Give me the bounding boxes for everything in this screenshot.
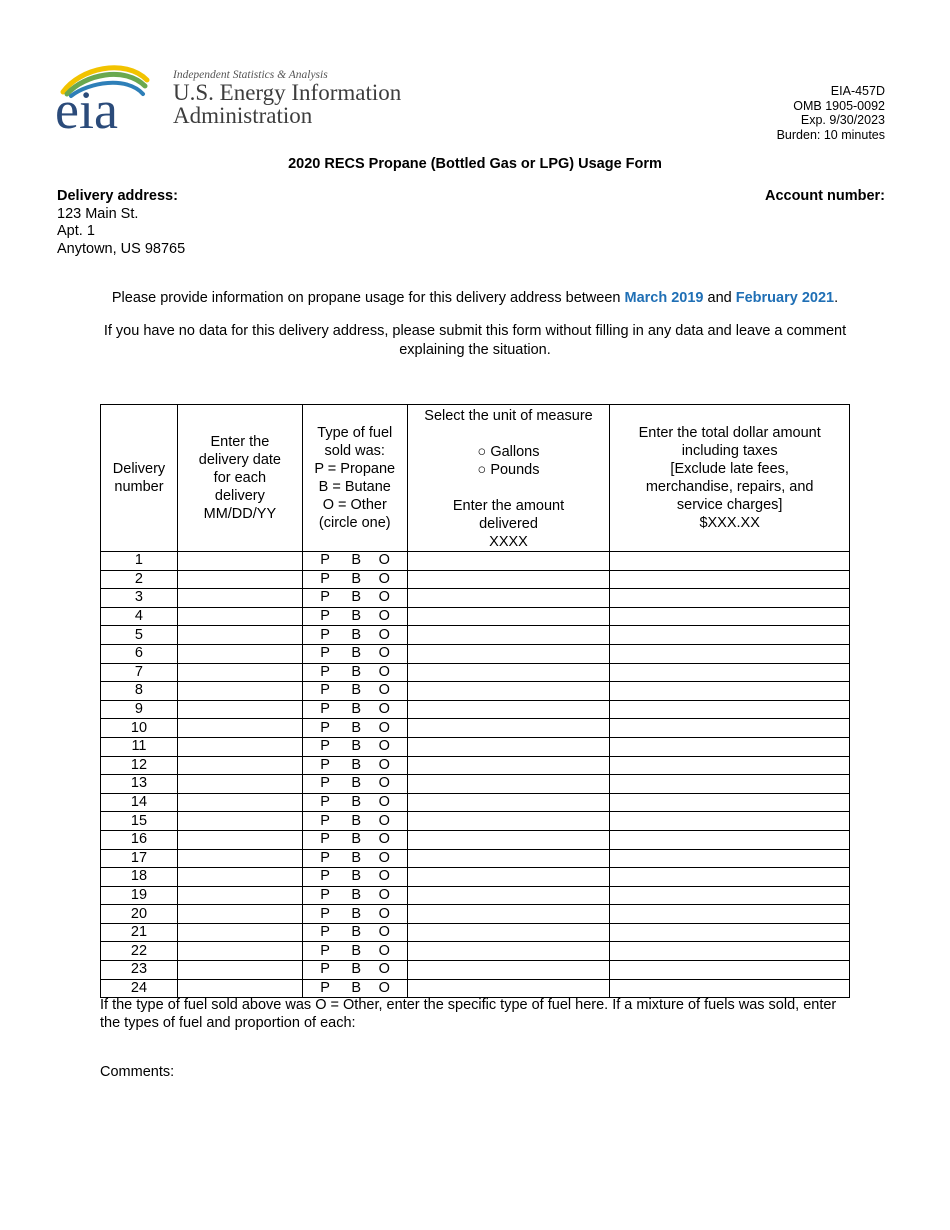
delivery-date-cell[interactable] [177, 942, 302, 961]
amount-delivered-cell[interactable] [407, 886, 610, 905]
fuel-type-cell [302, 682, 407, 701]
fuel-option[interactable]: B [351, 775, 362, 792]
eia-logo [55, 60, 415, 135]
amount-delivered-cell[interactable] [407, 700, 610, 719]
delivery-date-cell[interactable] [177, 756, 302, 775]
header-line: delivered [479, 516, 538, 532]
fuel-type-cell [302, 552, 407, 571]
fuel-type-cell [302, 830, 407, 849]
fuel-option[interactable]: B [351, 942, 362, 959]
amount-delivered-cell[interactable] [407, 737, 610, 756]
dollar-amount-cell[interactable] [610, 607, 850, 626]
fuel-option[interactable]: P [320, 812, 330, 829]
dollar-amount-cell[interactable] [610, 663, 850, 682]
delivery-date-cell[interactable] [177, 700, 302, 719]
amount-delivered-cell[interactable] [407, 793, 610, 812]
table-row [101, 589, 850, 608]
delivery-address-label: Delivery address: [57, 188, 178, 204]
fuel-option[interactable]: P [320, 663, 330, 680]
amount-delivered-cell[interactable] [407, 644, 610, 663]
fuel-option[interactable]: B [351, 886, 362, 903]
fuel-option[interactable]: P [320, 608, 330, 625]
dollar-amount-cell[interactable] [610, 775, 850, 794]
fuel-type-cell [302, 979, 407, 998]
header-dollar-amount [610, 405, 850, 552]
delivery-table [100, 404, 850, 998]
dollar-amount-cell[interactable] [610, 830, 850, 849]
amount-delivered-cell[interactable] [407, 961, 610, 980]
fuel-type-cell [302, 644, 407, 663]
address-line3: Anytown, US 98765 [57, 240, 186, 257]
delivery-number-cell: 22 [101, 942, 178, 961]
fuel-option[interactable]: P [320, 645, 330, 662]
instruction-no-data: If you have no data for this delivery address, please submit this form without filling in any data and leave a comment explaining the situation. [103, 323, 847, 358]
delivery-number-cell: 8 [101, 682, 178, 701]
header-line: [Exclude late fees, [670, 461, 789, 477]
fuel-option[interactable]: P [320, 682, 330, 699]
fuel-option[interactable]: P [320, 626, 330, 643]
header-line: P = Propane [314, 461, 396, 477]
fuel-type-cell [302, 663, 407, 682]
delivery-date-cell[interactable] [177, 775, 302, 794]
fuel-option[interactable]: O [378, 831, 390, 848]
header-line: $XXX.XX [699, 515, 760, 531]
header-line: Enter the amount [452, 498, 565, 514]
fuel-option[interactable]: P [320, 719, 330, 736]
table-row [101, 775, 850, 794]
fuel-option[interactable]: P [320, 831, 330, 848]
fuel-type-cell [302, 719, 407, 738]
amount-delivered-cell[interactable] [407, 552, 610, 571]
dollar-amount-cell[interactable] [610, 719, 850, 738]
fuel-type-cell [302, 961, 407, 980]
delivery-date-cell[interactable] [177, 682, 302, 701]
fuel-type-cell [302, 849, 407, 868]
fuel-option[interactable]: B [351, 701, 362, 718]
delivery-date-cell[interactable] [177, 719, 302, 738]
dollar-amount-cell[interactable] [610, 626, 850, 645]
fuel-option[interactable]: B [351, 979, 362, 996]
fuel-type-cell [302, 868, 407, 887]
header-line: (circle one) [318, 515, 391, 531]
fuel-option[interactable]: O [378, 812, 390, 829]
delivery-number-cell: 11 [101, 737, 178, 756]
header-line: MM/DD/YY [203, 506, 277, 522]
period-end: February 2021 [735, 290, 835, 306]
form-id: EIA-457D [830, 84, 885, 98]
amount-delivered-cell[interactable] [407, 626, 610, 645]
fuel-option[interactable]: O [378, 645, 390, 662]
delivery-date-cell[interactable] [177, 961, 302, 980]
header-line: service charges] [676, 497, 783, 513]
header-line: Delivery [112, 461, 166, 477]
fuel-type-cell [302, 626, 407, 645]
delivery-date-cell[interactable] [177, 737, 302, 756]
amount-delivered-cell[interactable] [407, 923, 610, 942]
table-row [101, 719, 850, 738]
fuel-option[interactable]: P [320, 942, 330, 959]
dollar-amount-cell[interactable] [610, 812, 850, 831]
dollar-amount-cell[interactable] [610, 644, 850, 663]
delivery-date-cell[interactable] [177, 886, 302, 905]
delivery-number-cell: 20 [101, 905, 178, 924]
header-line: Select the unit of measure [424, 408, 593, 424]
fuel-type-cell [302, 589, 407, 608]
fuel-type-cell [302, 700, 407, 719]
fuel-option[interactable]: P [320, 552, 330, 569]
amount-delivered-cell[interactable] [407, 849, 610, 868]
fuel-option[interactable]: B [351, 682, 362, 699]
delivery-date-cell[interactable] [177, 905, 302, 924]
logo-wordmark: eia [55, 80, 118, 135]
fuel-type-cell [302, 905, 407, 924]
fuel-option[interactable]: O [378, 570, 390, 587]
fuel-option[interactable]: B [351, 552, 362, 569]
fuel-type-cell [302, 793, 407, 812]
fuel-option[interactable]: B [351, 608, 362, 625]
delivery-date-cell[interactable] [177, 570, 302, 589]
fuel-option[interactable]: O [378, 682, 390, 699]
fuel-option[interactable]: P [320, 961, 330, 978]
delivery-number-cell: 24 [101, 979, 178, 998]
fuel-option[interactable]: P [320, 979, 330, 996]
delivery-date-cell[interactable] [177, 849, 302, 868]
fuel-option[interactable]: P [320, 849, 330, 866]
delivery-date-cell[interactable] [177, 644, 302, 663]
fuel-option[interactable]: B [351, 626, 362, 643]
fuel-option[interactable]: O [378, 756, 390, 773]
fuel-option[interactable]: P [320, 905, 330, 922]
delivery-date-cell[interactable] [177, 663, 302, 682]
delivery-number-cell: 12 [101, 756, 178, 775]
delivery-number-cell: 9 [101, 700, 178, 719]
delivery-number-cell: 15 [101, 812, 178, 831]
delivery-number-cell: 16 [101, 830, 178, 849]
fuel-option[interactable]: O [378, 961, 390, 978]
fuel-option[interactable]: B [351, 738, 362, 755]
delivery-number-cell: 18 [101, 868, 178, 887]
delivery-number-cell: 10 [101, 719, 178, 738]
header-line: B = Butane [318, 479, 391, 495]
delivery-date-cell[interactable] [177, 812, 302, 831]
amount-delivered-cell[interactable] [407, 719, 610, 738]
fuel-type-cell [302, 607, 407, 626]
delivery-date-cell[interactable] [177, 589, 302, 608]
header-line: ○ Gallons [477, 444, 540, 460]
table-row [101, 626, 850, 645]
table-row [101, 942, 850, 961]
delivery-number-cell: 2 [101, 570, 178, 589]
instruction-prefix: Please provide information on propane usage for this delivery address between [111, 290, 625, 306]
fuel-option[interactable]: O [378, 942, 390, 959]
amount-delivered-cell[interactable] [407, 775, 610, 794]
address-line1: 123 Main St. [57, 205, 139, 222]
header-line [408, 425, 610, 443]
table-row [101, 700, 850, 719]
fuel-option[interactable]: P [320, 589, 330, 606]
table-row [101, 849, 850, 868]
fuel-type-cell [302, 923, 407, 942]
form-title: 2020 RECS Propane (Bottled Gas or LPG) Usage Form [288, 156, 662, 172]
fuel-type-cell [302, 570, 407, 589]
dollar-amount-cell[interactable] [610, 849, 850, 868]
dollar-amount-cell[interactable] [610, 682, 850, 701]
table-row [101, 961, 850, 980]
amount-delivered-cell[interactable] [407, 830, 610, 849]
table-row [101, 886, 850, 905]
fuel-option[interactable]: P [320, 570, 330, 587]
header-line: sold was: [324, 443, 385, 459]
dollar-amount-cell[interactable] [610, 589, 850, 608]
dollar-amount-cell[interactable] [610, 979, 850, 998]
table-header-row [101, 405, 850, 552]
header-line: including taxes [681, 443, 778, 459]
fuel-option[interactable]: O [378, 905, 390, 922]
table-row [101, 682, 850, 701]
amount-delivered-cell[interactable] [407, 756, 610, 775]
header-line: delivery date [198, 452, 281, 468]
amount-delivered-cell[interactable] [407, 979, 610, 998]
amount-delivered-cell[interactable] [407, 942, 610, 961]
table-row [101, 552, 850, 571]
table-row [101, 905, 850, 924]
fuel-option[interactable]: P [320, 738, 330, 755]
header-line: delivery [214, 488, 265, 504]
amount-delivered-cell[interactable] [407, 663, 610, 682]
table-row [101, 868, 850, 887]
dollar-amount-cell[interactable] [610, 961, 850, 980]
header-line: merchandise, repairs, and [645, 479, 814, 495]
fuel-option[interactable]: O [378, 979, 390, 996]
fuel-option[interactable]: B [351, 589, 362, 606]
dollar-amount-cell[interactable] [610, 942, 850, 961]
comments-label: Comments: [100, 1064, 175, 1080]
amount-delivered-cell[interactable] [407, 868, 610, 887]
fuel-option[interactable]: B [351, 868, 362, 885]
fuel-type-cell [302, 737, 407, 756]
dollar-amount-cell[interactable] [610, 868, 850, 887]
dollar-amount-cell[interactable] [610, 552, 850, 571]
fuel-option[interactable]: O [378, 924, 390, 941]
delivery-number-cell: 14 [101, 793, 178, 812]
fuel-option[interactable]: B [351, 645, 362, 662]
fuel-option[interactable]: P [320, 868, 330, 885]
delivery-number-cell: 3 [101, 589, 178, 608]
delivery-date-cell[interactable] [177, 923, 302, 942]
fuel-option[interactable]: O [378, 626, 390, 643]
header-line: XXXX [489, 534, 528, 550]
header-line: ○ Pounds [477, 462, 540, 478]
instruction-suffix: . [834, 290, 839, 306]
fuel-option[interactable]: O [378, 738, 390, 755]
delivery-date-cell[interactable] [177, 979, 302, 998]
form-metadata [777, 84, 885, 142]
dollar-amount-cell[interactable] [610, 793, 850, 812]
fuel-type-cell [302, 942, 407, 961]
dollar-amount-cell[interactable] [610, 700, 850, 719]
logo-tagline: Independent Statistics & Analysis [173, 69, 328, 81]
header-line: number [114, 479, 164, 495]
fuel-option[interactable]: O [378, 552, 390, 569]
dollar-amount-cell[interactable] [610, 756, 850, 775]
instruction-period [0, 290, 950, 306]
account-number-label: Account number: [764, 188, 885, 204]
fuel-option[interactable]: B [351, 849, 362, 866]
delivery-number-cell: 21 [101, 923, 178, 942]
table-row [101, 756, 850, 775]
delivery-date-cell[interactable] [177, 626, 302, 645]
header-delivery-number [101, 405, 178, 552]
delivery-number-cell: 5 [101, 626, 178, 645]
header-line: Enter the total dollar amount [638, 425, 821, 441]
delivery-number-cell: 7 [101, 663, 178, 682]
amount-delivered-cell[interactable] [407, 905, 610, 924]
fuel-option[interactable]: B [351, 663, 362, 680]
fuel-type-cell [302, 756, 407, 775]
delivery-address [57, 188, 185, 258]
fuel-option[interactable]: B [351, 924, 362, 941]
header-unit-amount [407, 405, 610, 552]
delivery-number-cell: 17 [101, 849, 178, 868]
delivery-number-cell: 1 [101, 552, 178, 571]
fuel-option[interactable]: B [351, 831, 362, 848]
amount-delivered-cell[interactable] [407, 607, 610, 626]
org-name-line1: U.S. Energy Information [173, 80, 402, 105]
fuel-option[interactable]: P [320, 794, 330, 811]
header-fuel-type [302, 405, 407, 552]
fuel-option[interactable]: B [351, 905, 362, 922]
delivery-date-cell[interactable] [177, 830, 302, 849]
dollar-amount-cell[interactable] [610, 570, 850, 589]
header-line: O = Other [322, 497, 387, 513]
fuel-option[interactable]: O [378, 663, 390, 680]
delivery-date-cell[interactable] [177, 607, 302, 626]
delivery-number-cell: 4 [101, 607, 178, 626]
header-line: for each [213, 470, 267, 486]
header-delivery-date [177, 405, 302, 552]
dollar-amount-cell[interactable] [610, 886, 850, 905]
fuel-option[interactable]: B [351, 570, 362, 587]
fuel-option[interactable]: P [320, 701, 330, 718]
fuel-option[interactable]: O [378, 719, 390, 736]
fuel-option[interactable]: B [351, 812, 362, 829]
amount-delivered-cell[interactable] [407, 682, 610, 701]
table-row [101, 979, 850, 998]
table-row [101, 570, 850, 589]
table-row [101, 923, 850, 942]
delivery-number-cell: 6 [101, 644, 178, 663]
delivery-date-cell[interactable] [177, 868, 302, 887]
fuel-option[interactable]: O [378, 775, 390, 792]
period-start: March 2019 [624, 290, 704, 306]
eia-swoosh-icon [55, 60, 165, 135]
fuel-option[interactable]: O [378, 794, 390, 811]
omb-number: OMB 1905-0092 [793, 98, 885, 113]
fuel-option[interactable]: P [320, 756, 330, 773]
dollar-amount-cell[interactable] [610, 923, 850, 942]
instruction-conj: and [703, 290, 736, 306]
header-line: Type of fuel [317, 425, 393, 441]
delivery-date-cell[interactable] [177, 552, 302, 571]
fuel-option[interactable]: O [378, 701, 390, 718]
fuel-option[interactable]: O [378, 589, 390, 606]
delivery-number-cell: 13 [101, 775, 178, 794]
fuel-type-cell [302, 812, 407, 831]
table-row [101, 663, 850, 682]
expiration-date: Exp. 9/30/2023 [800, 113, 885, 128]
other-fuel-note: If the type of fuel sold above was O = Other, enter the specific type of fuel here. If a mixture of fuels was sold, enter the types of fuel and proportion of each: [100, 997, 837, 1031]
fuel-option[interactable]: O [378, 849, 390, 866]
delivery-date-cell[interactable] [177, 793, 302, 812]
delivery-number-cell: 23 [101, 961, 178, 980]
fuel-type-cell [302, 775, 407, 794]
table-row [101, 812, 850, 831]
fuel-option[interactable]: B [351, 794, 362, 811]
delivery-number-cell: 19 [101, 886, 178, 905]
fuel-option[interactable]: B [351, 719, 362, 736]
address-line2: Apt. 1 [57, 223, 95, 239]
fuel-option[interactable]: O [378, 868, 390, 885]
table-row [101, 793, 850, 812]
header-line [408, 479, 610, 497]
table-row [101, 830, 850, 849]
table-row [101, 737, 850, 756]
org-name-line2: Administration [173, 103, 313, 128]
fuel-option[interactable]: B [351, 961, 362, 978]
header-line: Enter the [210, 434, 270, 450]
amount-delivered-cell[interactable] [407, 589, 610, 608]
fuel-option[interactable]: P [320, 886, 330, 903]
fuel-option[interactable]: P [320, 775, 330, 792]
fuel-option[interactable]: O [378, 608, 390, 625]
amount-delivered-cell[interactable] [407, 570, 610, 589]
table-row [101, 607, 850, 626]
table-row [101, 644, 850, 663]
logo-text [173, 69, 401, 127]
fuel-option[interactable]: P [320, 924, 330, 941]
fuel-option[interactable]: B [351, 756, 362, 773]
fuel-type-cell [302, 886, 407, 905]
amount-delivered-cell[interactable] [407, 812, 610, 831]
burden-estimate: Burden: 10 minutes [776, 127, 885, 142]
dollar-amount-cell[interactable] [610, 737, 850, 756]
dollar-amount-cell[interactable] [610, 905, 850, 924]
fuel-option[interactable]: O [378, 886, 390, 903]
